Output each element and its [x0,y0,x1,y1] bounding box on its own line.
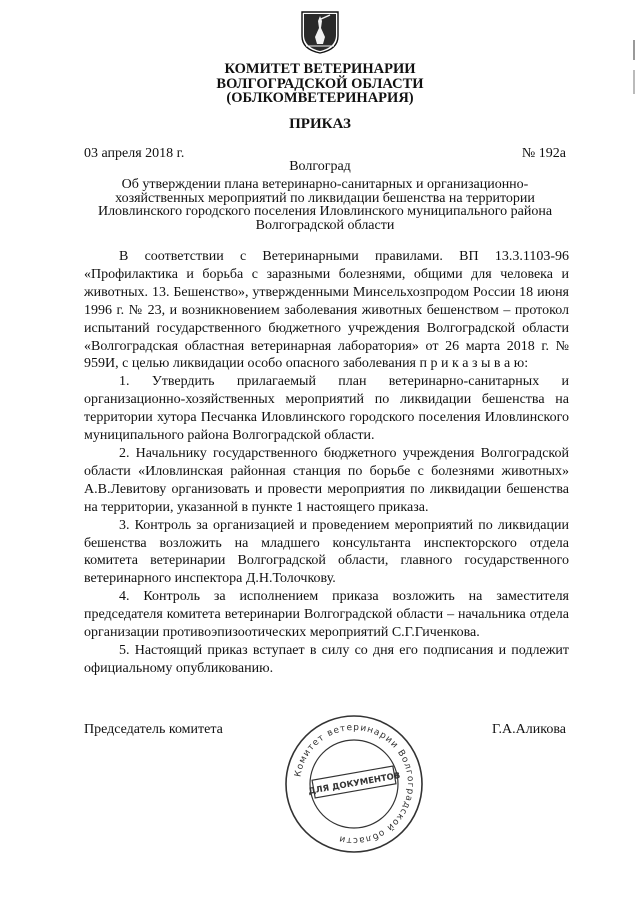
document-body [84,248,569,678]
subject-line-2: хозяйственных мероприятий по ликвидации бешенства на территории [115,190,535,206]
org-line-3: (ОБЛКОМВЕТЕРИНАРИЯ) [226,90,414,106]
document-date: 03 апреля 2018 г. [84,146,185,161]
document-subject [84,178,566,232]
org-line-2: ВОЛГОГРАДСКОЙ ОБЛАСТИ [216,75,424,92]
document-type: ПРИКАЗ [289,116,351,132]
coat-of-arms-emblem [300,10,340,54]
order-item-5: 5. Настоящий приказ вступает в силу со дня его подписания и подлежит официальному опубликованию. [84,642,569,676]
subject-line-1: Об утверждении плана ветеринарно-санитарных и организационно- [121,177,529,192]
signatory-title: Председатель комитета [84,722,223,737]
stamp-center-text: ДЛЯ ДОКУМЕНТОВ [307,770,402,797]
stamp-ring-text: Комитет ветеринарии Волгоградской области [293,722,416,846]
order-item-3: 3. Контроль за организацией и проведением мероприятий по ликвидации бешенства возложить на младшего консультанта инспекторского отдела комитета ветеринарии Волгоградской области, главного государственного ветеринарного инспектора Д.Н.Толочкову. [84,517,569,587]
document-city: Волгоград [289,159,351,174]
signatory-name: Г.А.Аликова [492,722,566,737]
scan-edge-mark [632,40,636,100]
subject-line-4: Волгоградской области [255,217,395,233]
official-stamp [283,713,425,855]
subject-line-3: Иловлинского городского поселения Иловлинского муниципального района [97,204,553,220]
org-line-1: КОМИТЕТ ВЕТЕРИНАРИИ [224,61,416,77]
document-number: № 192а [521,146,566,161]
organization-name [0,62,640,106]
preamble-paragraph: В соответствии с Ветеринарными правилами. ВП 13.3.1103-96 «Профилактика и борьба с заразными болезнями, общими для человека и животных. 13. Бешенство», утвержденными Минсельхозпродом России 18 июня 1996 г. № 23, и возникновением заболевания животных бешенством – протокол испытаний государственного бюджетного учреждения Волгоградской области «Волгоградская областная ветеринарная лаборатория» от 26 марта 2018 г. № 959И, с целью ликвидации особо опасного заболевания п р и к а з ы в а ю: [84,249,569,372]
order-item-1: 1. Утвердить прилагаемый план ветеринарно-санитарных и организационно-хозяйственных мероприятий по ликвидации бешенства на территории хутора Песчанка Иловлинского городского поселения Иловлинского муниципального района Волгоградской области. [84,374,569,444]
order-item-4: 4. Контроль за исполнением приказа возложить на заместителя председателя комитета ветеринарии Волгоградской области – начальника отдела организации противоэпизоотических мероприятий С.Г.Гиченкова. [84,589,569,641]
order-item-2: 2. Начальнику государственного бюджетного учреждения Волгоградской области «Иловлинская районная станция по борьбе с болезнями животных» А.В.Левитову организовать и провести мероприятия по ликвидации бешенства на территории, указанной в пункте 1 настоящего приказа. [84,445,569,515]
